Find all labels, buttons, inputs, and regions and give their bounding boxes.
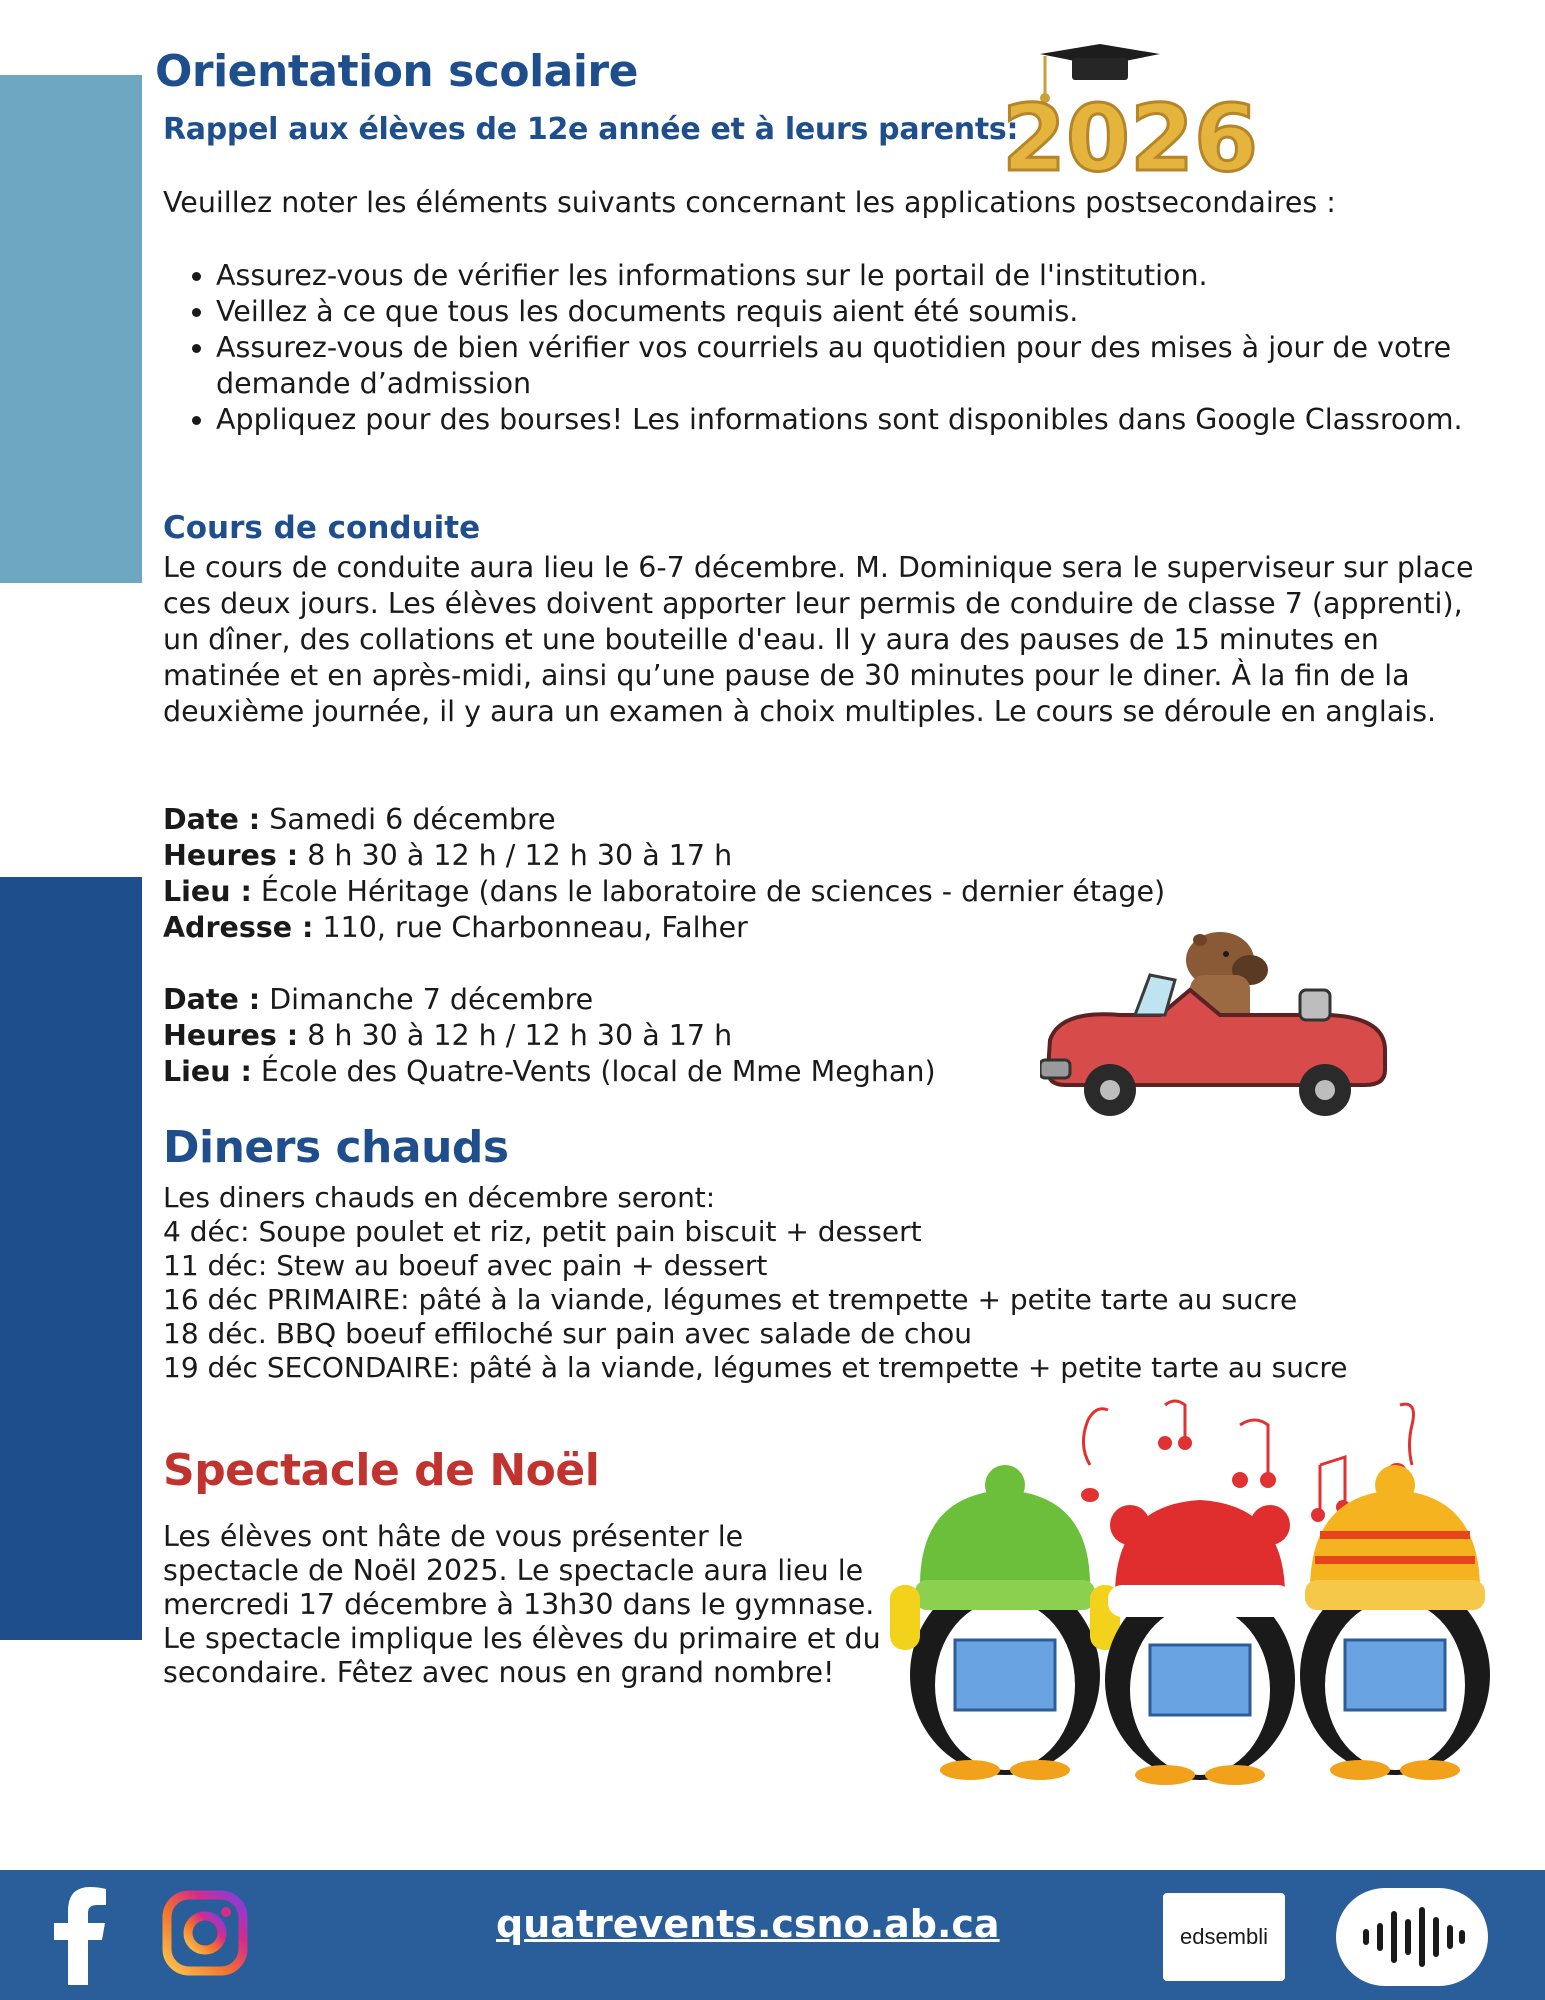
list-item: 4 déc: Soupe poulet et riz, petit pain biscuit + dessert bbox=[163, 1215, 922, 1248]
show-paragraph-2: Le spectacle implique les élèves du primaire et du secondaire. Fêtez avec nous en grand nombre! bbox=[163, 1622, 881, 1689]
graduation-2026-image bbox=[1000, 40, 1260, 190]
show-title: Spectacle de Noël bbox=[163, 1445, 600, 1496]
decorative-bar-light bbox=[0, 75, 142, 583]
edsembli-logo[interactable] bbox=[1163, 1893, 1285, 1981]
year-badge: 2026 bbox=[1001, 85, 1259, 190]
orientation-list bbox=[163, 258, 1516, 438]
list-item: 18 déc. BBQ boeuf effiloché sur pain avec salade de chou bbox=[163, 1317, 973, 1350]
driving-title: Cours de conduite bbox=[163, 510, 481, 546]
list-item: 19 déc SECONDAIRE: pâté à la viande, légumes et trempette + petite tarte au sucre bbox=[163, 1351, 1348, 1384]
lunches-list bbox=[163, 1181, 1348, 1385]
podcast-icon bbox=[1336, 1888, 1488, 1986]
facebook-icon[interactable] bbox=[50, 1885, 110, 1985]
lunches-title: Diners chauds bbox=[163, 1122, 509, 1173]
podcast-button[interactable] bbox=[1336, 1888, 1488, 1986]
show-body bbox=[163, 1520, 888, 1690]
schedule-row-date: Date : Samedi 6 décembre bbox=[163, 803, 556, 836]
schedule-row-place: Lieu : École Héritage (dans le laboratoire de sciences - dernier étage) bbox=[163, 875, 1166, 908]
schedule-row-hours: Heures : 8 h 30 à 12 h / 12 h 30 à 17 h bbox=[163, 1019, 733, 1052]
schedule-row-date: Date : Dimanche 7 décembre bbox=[163, 983, 594, 1016]
schedule-row-hours: Heures : 8 h 30 à 12 h / 12 h 30 à 17 h bbox=[163, 839, 733, 872]
list-item: • Assurez-vous de bien vérifier vos courriels au quotidien pour des mises à jour de votre demande d’admission bbox=[216, 330, 1516, 402]
list-item: 16 déc PRIMAIRE: pâté à la viande, légumes et trempette + petite tarte au sucre bbox=[163, 1283, 1298, 1316]
list-item: • Appliquez pour des bourses! Les informations sont disponibles dans Google Classroom. bbox=[216, 402, 1516, 438]
list-item: 11 déc: Stew au boeuf avec pain + dessert bbox=[163, 1249, 768, 1282]
capybara-car-illustration bbox=[1040, 920, 1395, 1130]
show-paragraph-1: Les élèves ont hâte de vous présenter le spectacle de Noël 2025. Le spectacle aura lieu le mercredi 17 décembre à 13h30 dans le gymnase. bbox=[163, 1520, 875, 1621]
driving-body: Le cours de conduite aura lieu le 6-7 décembre. M. Dominique sera le superviseur sur place ces deux jours. Les élèves doivent apporter leur permis de conduire de classe 7 (apprenti), un dîner, des collations et une bouteille d'eau. Il y aura des pauses de 15 minutes en matinée et en après-midi, ainsi qu’une pause de 30 minutes pour le diner. À la fin de la deuxième journée, il y aura un examen à choix multiples. Le cours se déroule en anglais. bbox=[163, 551, 1474, 728]
edsembli-label: edsembli bbox=[1179, 1924, 1269, 1949]
list-item: Les diners chauds en décembre seront: bbox=[163, 1181, 716, 1214]
orientation-subtitle: Rappel aux élèves de 12e année et à leurs parents: bbox=[163, 112, 1019, 147]
driving-day1-schedule bbox=[163, 802, 1165, 946]
driving-day2-schedule bbox=[163, 982, 936, 1090]
orientation-intro: Veuillez noter les éléments suivants concernant les applications postsecondaires : bbox=[163, 186, 1336, 219]
schedule-row-address: Adresse : 110, rue Charbonneau, Falher bbox=[163, 911, 748, 944]
decorative-bar-dark bbox=[0, 877, 142, 1640]
schedule-row-place: Lieu : École des Quatre-Vents (local de Mme Meghan) bbox=[163, 1055, 936, 1088]
singing-penguins-illustration bbox=[880, 1385, 1520, 1785]
list-item: • Assurez-vous de vérifier les informations sur le portail de l'institution. bbox=[216, 258, 1516, 294]
orientation-title: Orientation scolaire bbox=[155, 46, 638, 97]
list-item: • Veillez à ce que tous les documents requis aient été soumis. bbox=[216, 294, 1516, 330]
instagram-icon[interactable] bbox=[162, 1890, 248, 1976]
website-link[interactable]: quatrevents.csno.ab.ca bbox=[496, 1902, 1000, 1946]
